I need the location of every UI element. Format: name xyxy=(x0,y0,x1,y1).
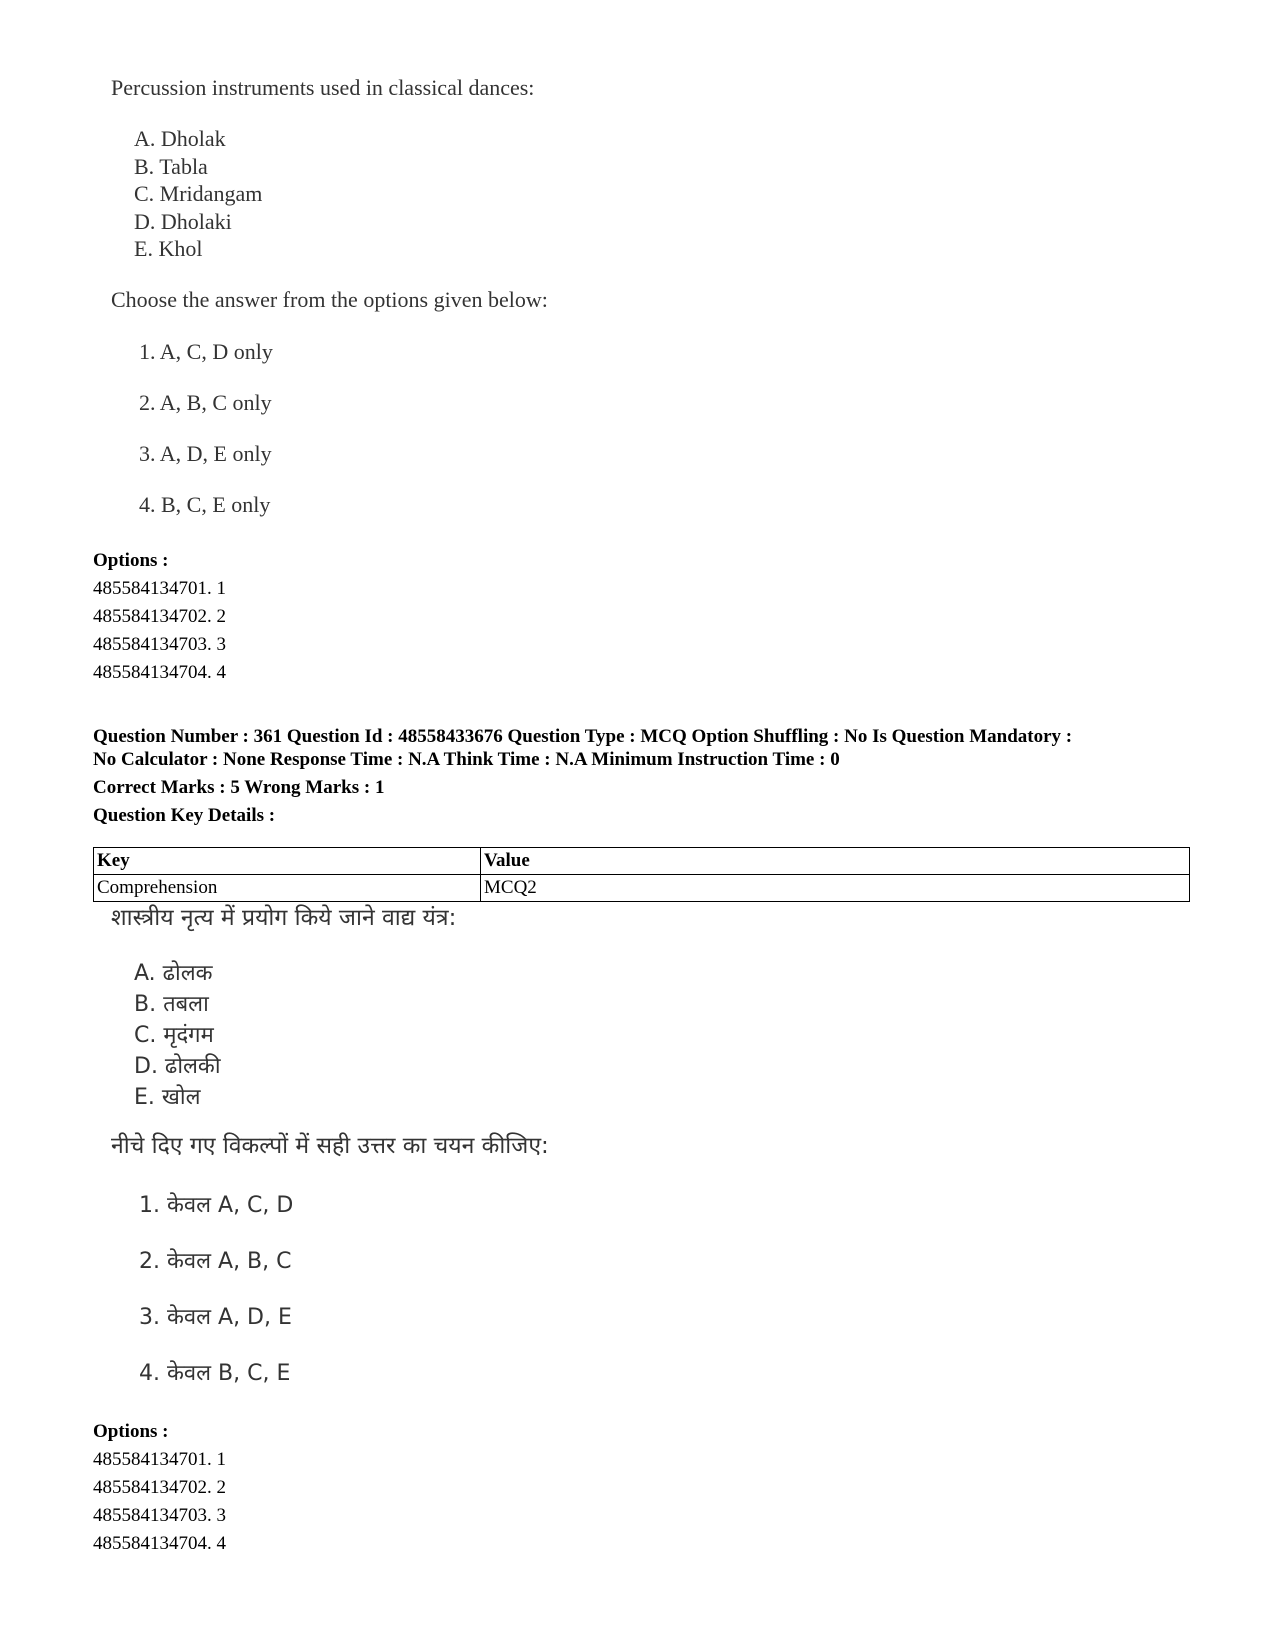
option-item: 485584134702. 2 xyxy=(93,1477,226,1498)
statement-list xyxy=(111,958,221,1113)
statement-item: C. Mridangam xyxy=(134,181,263,206)
option-item: 485584134701. 1 xyxy=(93,1449,226,1470)
table-header-cell: Key xyxy=(94,848,481,875)
table-cell: MCQ2 xyxy=(481,875,1190,902)
question-meta-line1: Question Number : 361 Question Id : 48558433676 Question Type : MCQ Option Shuffling : No Is Question Mandatory : xyxy=(93,726,1073,747)
marks-line: Correct Marks : 5 Wrong Marks : 1 xyxy=(93,777,385,798)
statement-item: D. Dholaki xyxy=(134,208,232,234)
table-header-row xyxy=(94,848,1190,875)
statement-item: E. Khol xyxy=(134,236,203,261)
statement-item: C. मृदंगम xyxy=(134,1023,214,1048)
choice-item: 3. A, D, E only xyxy=(139,441,272,466)
hindi-question-image xyxy=(111,905,731,1385)
english-question-image xyxy=(111,75,711,515)
statement-list xyxy=(111,125,262,263)
statement-item: E. खोल xyxy=(134,1085,201,1110)
choice-item: 3. केवल A, D, E xyxy=(139,1305,292,1330)
instruction-text: Choose the answer from the options given below: xyxy=(111,287,548,312)
statement-item: A. Dholak xyxy=(134,126,226,151)
table-header-cell: Value xyxy=(481,848,1190,875)
question-meta-line2: No Calculator : None Response Time : N.A Think Time : N.A Minimum Instruction Time : 0 xyxy=(93,749,840,770)
choice-item: 1. केवल A, C, D xyxy=(139,1193,294,1218)
option-item: 485584134704. 4 xyxy=(93,1533,226,1554)
choice-item: 4. B, C, E only xyxy=(139,492,271,517)
option-item: 485584134703. 3 xyxy=(93,1505,226,1526)
option-item: 485584134701. 1 xyxy=(93,578,226,599)
question-text: शास्त्रीय नृत्य में प्रयोग किये जाने वाद्य यंत्र: xyxy=(111,905,457,931)
option-item: 485584134703. 3 xyxy=(93,634,226,655)
choice-item: 2. A, B, C only xyxy=(139,390,272,415)
statement-item: D. ढोलकी xyxy=(134,1054,221,1079)
choice-item: 1. A, C, D only xyxy=(139,339,273,364)
statement-item: A. ढोलक xyxy=(134,961,213,986)
choice-item: 4. केवल B, C, E xyxy=(139,1361,291,1386)
options-label: Options : xyxy=(93,550,169,571)
instruction-text: नीचे दिए गए विकल्पों में सही उत्तर का चयन कीजिए: xyxy=(111,1133,549,1159)
options-label: Options : xyxy=(93,1421,169,1442)
table-row xyxy=(94,875,1190,902)
option-item: 485584134702. 2 xyxy=(93,606,226,627)
question-text: Percussion instruments used in classical dances: xyxy=(111,75,535,100)
table-cell: Comprehension xyxy=(94,875,481,902)
statement-item: B. Tabla xyxy=(134,153,208,179)
statement-item: B. तबला xyxy=(134,992,209,1017)
option-item: 485584134704. 4 xyxy=(93,662,226,683)
key-details-heading: Question Key Details : xyxy=(93,805,276,826)
key-details-table xyxy=(93,847,1190,902)
choice-item: 2. केवल A, B, C xyxy=(139,1249,292,1274)
